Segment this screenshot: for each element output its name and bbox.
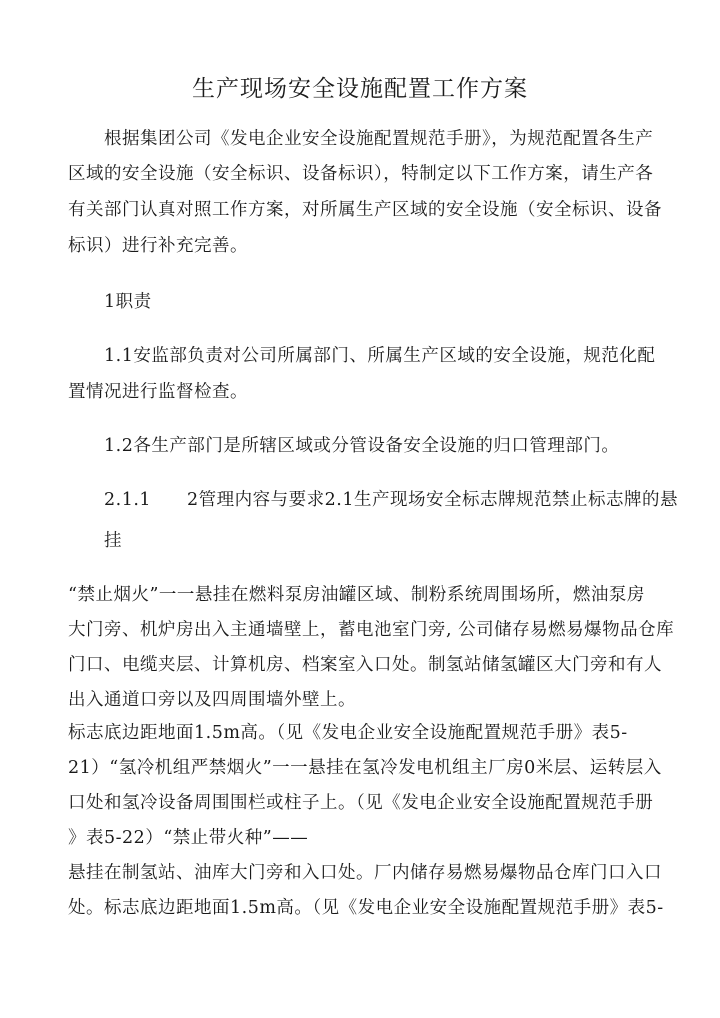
paragraph-line: 处。标志底边距地面1.5m高。（见《发电企业安全设施配置规范手册》表5-: [68, 898, 664, 918]
paragraph-line: 口处和氢冷设备周围围栏或柱子上。（见《发电企业安全设施配置规范手册: [68, 793, 654, 813]
paragraph-line: 门口、电缆夹层、计算机房、档案室入口处。制氢站储氢罐区大门旁和有人: [68, 655, 662, 675]
paragraph-line: 21）“氢冷机组严禁烟火”一一悬挂在氢冷发电机组主厂房0米层、运转层入: [68, 758, 662, 778]
paragraph-line: 标识）进行补充完善。: [68, 236, 248, 256]
paragraph-line: “禁止烟火”一一悬挂在燃料泵房油罐区域、制粉系统周围场所，燃油泵房: [68, 585, 645, 605]
paragraph-line: 标志底边距地面1.5m高。（见《发电企业安全设施配置规范手册》表5-: [68, 723, 628, 743]
document-title: 生产现场安全设施配置工作方案: [192, 76, 528, 102]
section-heading: 挂: [104, 531, 122, 551]
paragraph-line: 有关部门认真对照工作方案，对所属生产区域的安全设施（安全标识、设备: [68, 200, 662, 220]
paragraph-line: 置情况进行监督检查。: [68, 382, 248, 402]
paragraph-line: 悬挂在制氢站、油库大门旁和入口处。厂内储存易燃易爆物品仓库门口入口: [68, 863, 662, 883]
paragraph-line: 区域的安全设施（安全标识、设备标识），特制定以下工作方案，请生产各: [68, 164, 654, 184]
paragraph-line: 1.1安监部负责对公司所属部门、所属生产区域的安全设施，规范化配: [104, 346, 656, 366]
section-heading: 1职责: [104, 292, 152, 312]
paragraph-line: 》表5-22）“禁止带火种”——: [68, 828, 309, 848]
paragraph-line: 出入通道口旁以及四周围墙外壁上。: [68, 690, 356, 710]
paragraph-line: 1.2各生产部门是所辖区域或分管设备安全设施的归口管理部门。: [104, 436, 620, 456]
paragraph-line: 根据集团公司《发电企业安全设施配置规范手册》，为规范配置各生产: [104, 129, 654, 149]
section-heading: 2.1.1 2管理内容与要求2.1生产现场安全标志牌规范禁止标志牌的悬: [104, 490, 678, 510]
paragraph-line: 大门旁、机炉房出入主通墙壁上，蓄电池室门旁, 公司储存易燃易爆物品仓库: [68, 620, 675, 640]
